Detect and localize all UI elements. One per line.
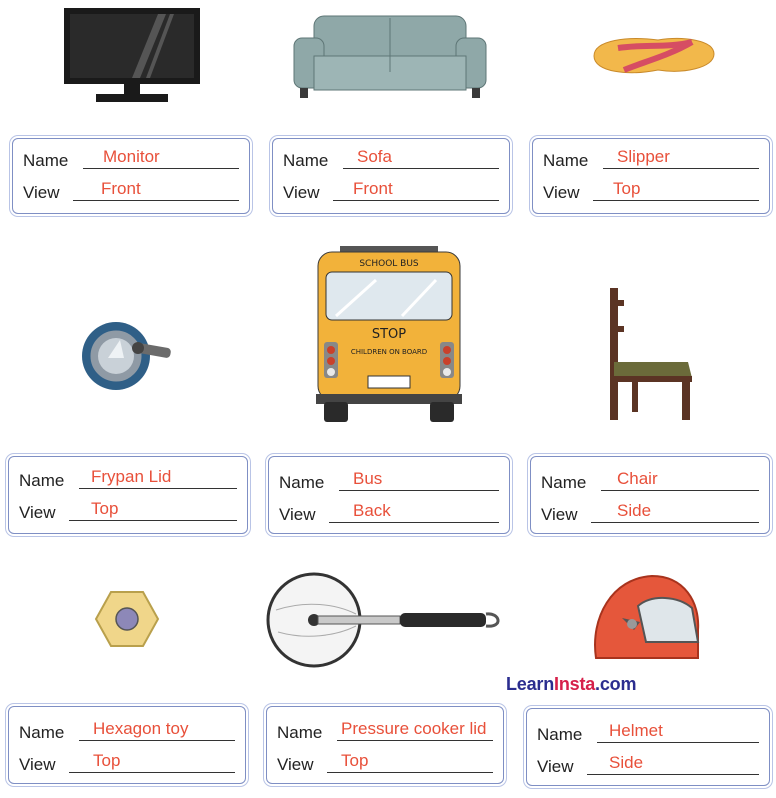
name-answer-line [337, 740, 493, 741]
name-answer-line [601, 490, 759, 491]
name-answer-line [83, 168, 239, 169]
name-label: Name [543, 151, 589, 170]
view-label: View [19, 755, 56, 774]
view-label: View [19, 503, 56, 522]
name-label: Name [537, 725, 583, 744]
name-answer: Bus [353, 469, 383, 488]
name-answer-line [603, 168, 759, 169]
name-answer-line [343, 168, 499, 169]
name-answer-line [79, 740, 235, 741]
answer-card-helmet [526, 708, 770, 786]
view-answer: Top [341, 751, 369, 770]
view-answer-line [327, 772, 493, 773]
name-answer: Hexagon toy [93, 719, 189, 738]
brand-part-insta: Insta [554, 674, 596, 694]
name-answer: Sofa [357, 147, 392, 166]
view-answer-line [73, 200, 239, 201]
name-label: Name [279, 473, 325, 492]
name-answer: Slipper [617, 147, 670, 166]
name-label: Name [23, 151, 69, 170]
view-answer-line [69, 520, 237, 521]
answer-card-chair [530, 456, 770, 534]
name-label: Name [283, 151, 329, 170]
view-answer-line [69, 772, 235, 773]
brand-part-com: .com [595, 674, 637, 694]
name-label: Name [277, 723, 323, 742]
view-answer-line [329, 522, 499, 523]
monitor-image [62, 8, 202, 104]
view-label: View [283, 183, 320, 202]
view-answer: Front [353, 179, 393, 198]
view-label: View [541, 505, 578, 524]
answer-card-pressure-cooker-lid [266, 706, 504, 784]
answer-card-hexagon-toy [8, 706, 246, 784]
answer-card-sofa [272, 138, 510, 214]
view-answer: Front [101, 179, 141, 198]
answer-card-bus [268, 456, 510, 534]
name-label: Name [19, 723, 65, 742]
name-answer: Chair [617, 469, 658, 488]
pressure-cooker-lid-image [266, 570, 508, 670]
view-answer: Back [353, 501, 391, 520]
hexagon-toy-image [94, 590, 160, 648]
view-label: View [537, 757, 574, 776]
view-answer: Top [91, 499, 119, 518]
name-answer-line [597, 742, 759, 743]
answer-card-slipper [532, 138, 770, 214]
name-label: Name [19, 471, 65, 490]
name-answer: Frypan Lid [91, 467, 172, 486]
brand-part-learn: Learn [506, 674, 555, 694]
view-answer: Side [609, 753, 644, 772]
answer-card-frypan-lid [8, 456, 248, 534]
sofa-image [292, 12, 488, 100]
bus-children-on-board-text: CHILDREN ON BOARD [350, 348, 428, 356]
view-label: View [543, 183, 580, 202]
view-answer: Side [617, 501, 652, 520]
chair-image [604, 286, 696, 422]
bus-stop-text: STOP [371, 327, 407, 342]
view-answer-line [591, 522, 759, 523]
view-answer-line [593, 200, 759, 201]
name-label: Name [541, 473, 587, 492]
view-answer-line [587, 774, 759, 775]
name-answer: Pressure cooker lid [341, 719, 487, 738]
view-label: View [23, 183, 60, 202]
frypan-lid-image [80, 318, 176, 394]
name-answer: Monitor [103, 147, 160, 166]
answer-card-monitor [12, 138, 250, 214]
view-answer-line [333, 200, 499, 201]
bus-school-bus-text: SCHOOL BUS [359, 259, 419, 269]
view-label: View [279, 505, 316, 524]
name-answer-line [79, 488, 237, 489]
name-answer-line [339, 490, 499, 491]
learninsta-watermark [506, 674, 636, 695]
view-answer: Top [613, 179, 641, 198]
school-bus-image [316, 246, 462, 422]
slipper-image [588, 30, 718, 80]
view-label: View [277, 755, 314, 774]
view-answer: Top [93, 751, 121, 770]
name-answer: Helmet [609, 721, 663, 740]
helmet-image [588, 572, 702, 672]
